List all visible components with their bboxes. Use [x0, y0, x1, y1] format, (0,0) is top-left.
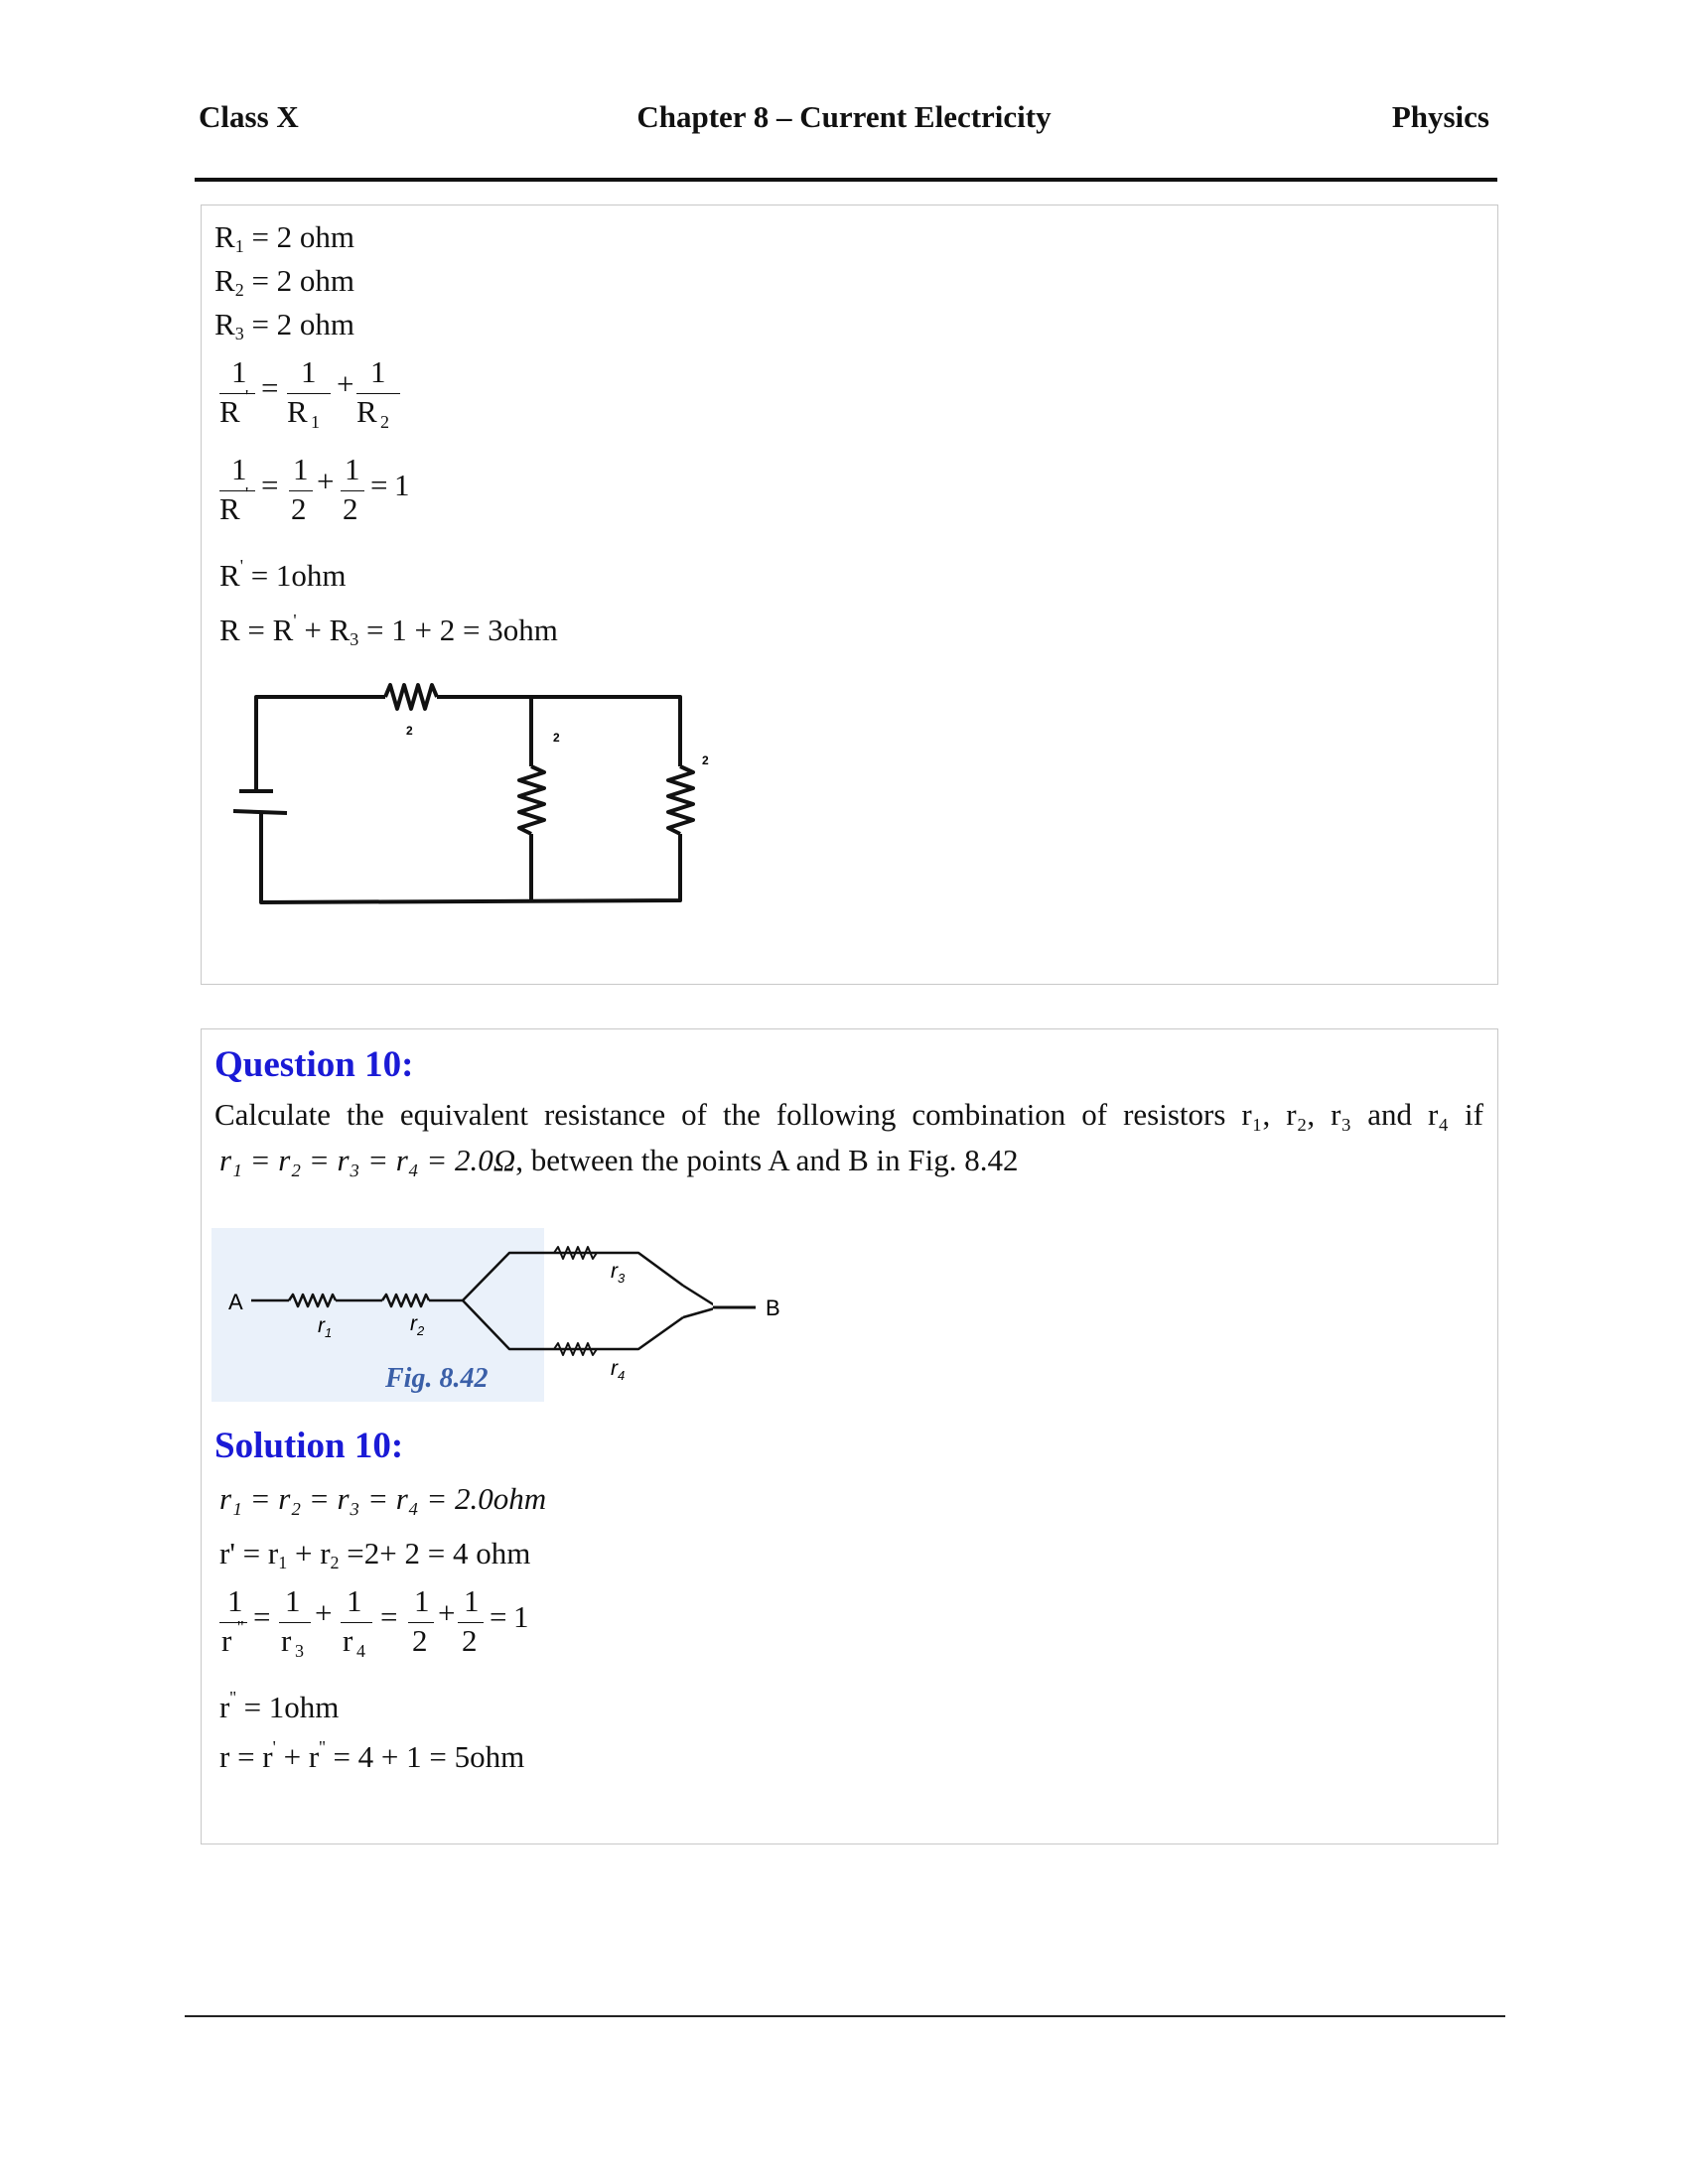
parallel-formula-2: 1 r '' = 1 r 3 + 1 r 4 = 1 2 + 1 2 = 1	[221, 1583, 529, 1661]
equivalent-parallel-result: R' = 1ohm	[219, 556, 347, 593]
circuit-diagram	[251, 657, 709, 915]
point-a-label: A	[228, 1290, 243, 1314]
page-header	[199, 99, 1489, 143]
parallel-result-2: r'' = 1ohm	[219, 1688, 340, 1724]
question-10-heading: Question 10:	[214, 1044, 414, 1085]
label-r3: 2	[702, 753, 709, 767]
solution-given: r₁ = r₂ = r₃ = r₄ = 2.0ohm	[219, 1481, 547, 1516]
footer-rule	[185, 2015, 1505, 2017]
header-chapter: Chapter 8 – Current Electricity	[636, 99, 1052, 134]
header-rule	[195, 178, 1497, 182]
figure-caption: Fig. 8.42	[385, 1363, 489, 1394]
header-subject: Physics	[1391, 99, 1489, 134]
r3-label: $r_3$	[611, 1260, 626, 1286]
question-10-condition: r₁ = r₂ = r₃ = r₄ = 2.0Ω, between the points A and B in Fig. 8.42	[219, 1143, 1019, 1177]
parallel-calculation: 1 R ' = 1 2 + 1 2 = 1	[219, 452, 410, 526]
question-10-box	[201, 1028, 1498, 1844]
given-r2: $R_2 = 2$ ohm	[214, 263, 355, 300]
label-r2: 2	[553, 731, 560, 745]
figure-8-42	[211, 1228, 847, 1402]
solution-10-heading: Solution 10:	[214, 1426, 404, 1466]
r2-label: $r_2$	[410, 1312, 425, 1338]
r1-label: $r_1$	[318, 1314, 333, 1340]
series-resistance: $r' = r_1 + r_2 =2+ 2 = 4$ ohm	[219, 1536, 531, 1572]
label-r1: 2	[406, 724, 413, 738]
r4-label: $r_4$	[611, 1357, 626, 1383]
total-resistance: $R = R' + R_3 = 1 + 2 = 3ohm$	[219, 611, 558, 649]
question-10-text: Calculate the equivalent resistance of the following combination of resistors r₁, r₂, r₃ and r₄ if	[214, 1097, 1483, 1132]
header-class: Class X	[199, 99, 299, 134]
final-resistance: r = r' + r'' = 4 + 1 = 5ohm	[219, 1737, 525, 1774]
solution-9-continued-box	[201, 205, 1498, 985]
point-b-label: B	[766, 1296, 780, 1320]
given-r3: $R_3 = 2$ ohm	[214, 307, 355, 343]
parallel-formula: 1 R ' = 1 R 1 + 1 R 2	[219, 354, 418, 444]
given-r1: $R_1 = 2$ ohm	[214, 219, 355, 256]
